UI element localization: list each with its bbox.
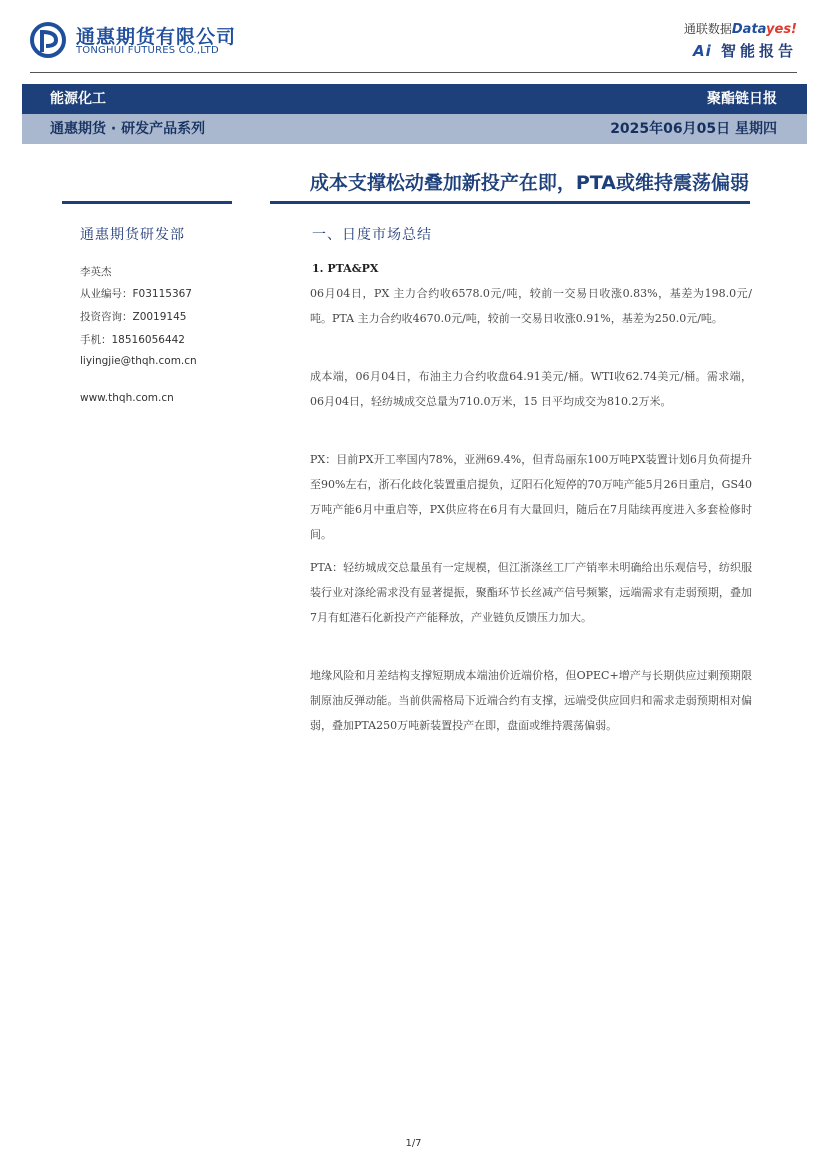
sidebar-title-rule: [62, 201, 232, 204]
paragraph-pta: PTA：轻纺城成交总量虽有一定规模，但江浙涤丝工厂产销率未明确给出乐观信号，纺织服装行业对涤纶需求没有显著提振，聚酯环节长丝减产信号频繁，远端需求有走弱预期，叠加7月有虹港石化新投产产能释放，产业链负反馈压力加大。: [310, 561, 752, 624]
brand-ai: Ai: [692, 42, 712, 60]
phone-number: 手机：18516056442: [80, 334, 185, 346]
category-bar: [22, 84, 807, 114]
brand-prefix: 通联数据: [683, 22, 732, 36]
main-title-rule: [270, 201, 750, 204]
email-link[interactable]: liyingjie@thqh.com.cn: [80, 355, 197, 367]
paragraph-outlook: 地缘风险和月差结构支撑短期成本端油价近端价格，但OPEC+增产与长期供应过剩预期限制原油反弹动能。当前供需格局下近端合约有支撑，远端受供应回归和需求走弱预期相对偏弱，叠加PTA250万吨新装置投产在即，盘面或维持震荡偏弱。: [310, 669, 752, 732]
series-label: 通惠期货 · 研发产品系列: [50, 121, 206, 137]
brand-data: Data: [731, 22, 767, 37]
paragraph-cost-demand: 成本端，06月04日，布油主力合约收盘64.91美元/桶。WTI收62.74美元/桶。需求端，06月04日，轻纺城成交总量为710.0万米，15 日平均成交为810.2万米。: [310, 370, 752, 408]
brand-logo: [684, 20, 797, 37]
brand-sub: [693, 40, 797, 61]
research-dept: 通惠期货研发部: [80, 227, 185, 243]
header-divider: [30, 72, 797, 73]
advisory-number: 投资咨询：Z0019145: [80, 311, 187, 323]
website-link[interactable]: www.thqh.com.cn: [80, 392, 174, 404]
brand-yes: yes!: [766, 22, 797, 37]
company-name-cn: 通惠期货有限公司: [76, 26, 237, 48]
report-type-label: 聚酯链日报: [707, 91, 777, 107]
company-name-en: TONGHUI FUTURES CO.,LTD: [76, 45, 219, 56]
analyst-name: 李英杰: [80, 266, 112, 278]
category-label: 能源化工: [50, 91, 106, 107]
qualification-number: 从业编号：F03115367: [80, 288, 192, 300]
company-logo-icon: [30, 22, 68, 58]
report-title: 成本支撑松动叠加新投产在即，PTA或维持震荡偏弱: [309, 172, 749, 194]
paragraph-market: 06月04日，PX 主力合约收6578.0元/吨，较前一交易日收涨0.83%，基差为198.0元/吨。PTA 主力合约收4670.0元/吨，较前一交易日收涨0.91%，基差为250.0元/吨。: [310, 287, 752, 325]
brand-report: 智能报告: [720, 42, 797, 60]
paragraph-px: PX：目前PX开工率国内78%，亚洲69.4%，但青岛丽东100万吨PX装置计划6月负荷提升至90%左右，浙石化歧化装置重启提负，辽阳石化短停的70万吨产能5月26日重启，GS40万吨产能6月中重启等，PX供应将在6月有大量回归，随后在7月陆续再度进入多套检修时间。: [310, 453, 752, 541]
report-date: 2025年06月05日 星期四: [610, 121, 777, 137]
series-bar: [22, 114, 807, 144]
page-number: 1/7: [405, 1138, 422, 1149]
section-title: 一、日度市场总结: [312, 227, 432, 243]
sub-title: 1. PTA&PX: [312, 262, 379, 275]
